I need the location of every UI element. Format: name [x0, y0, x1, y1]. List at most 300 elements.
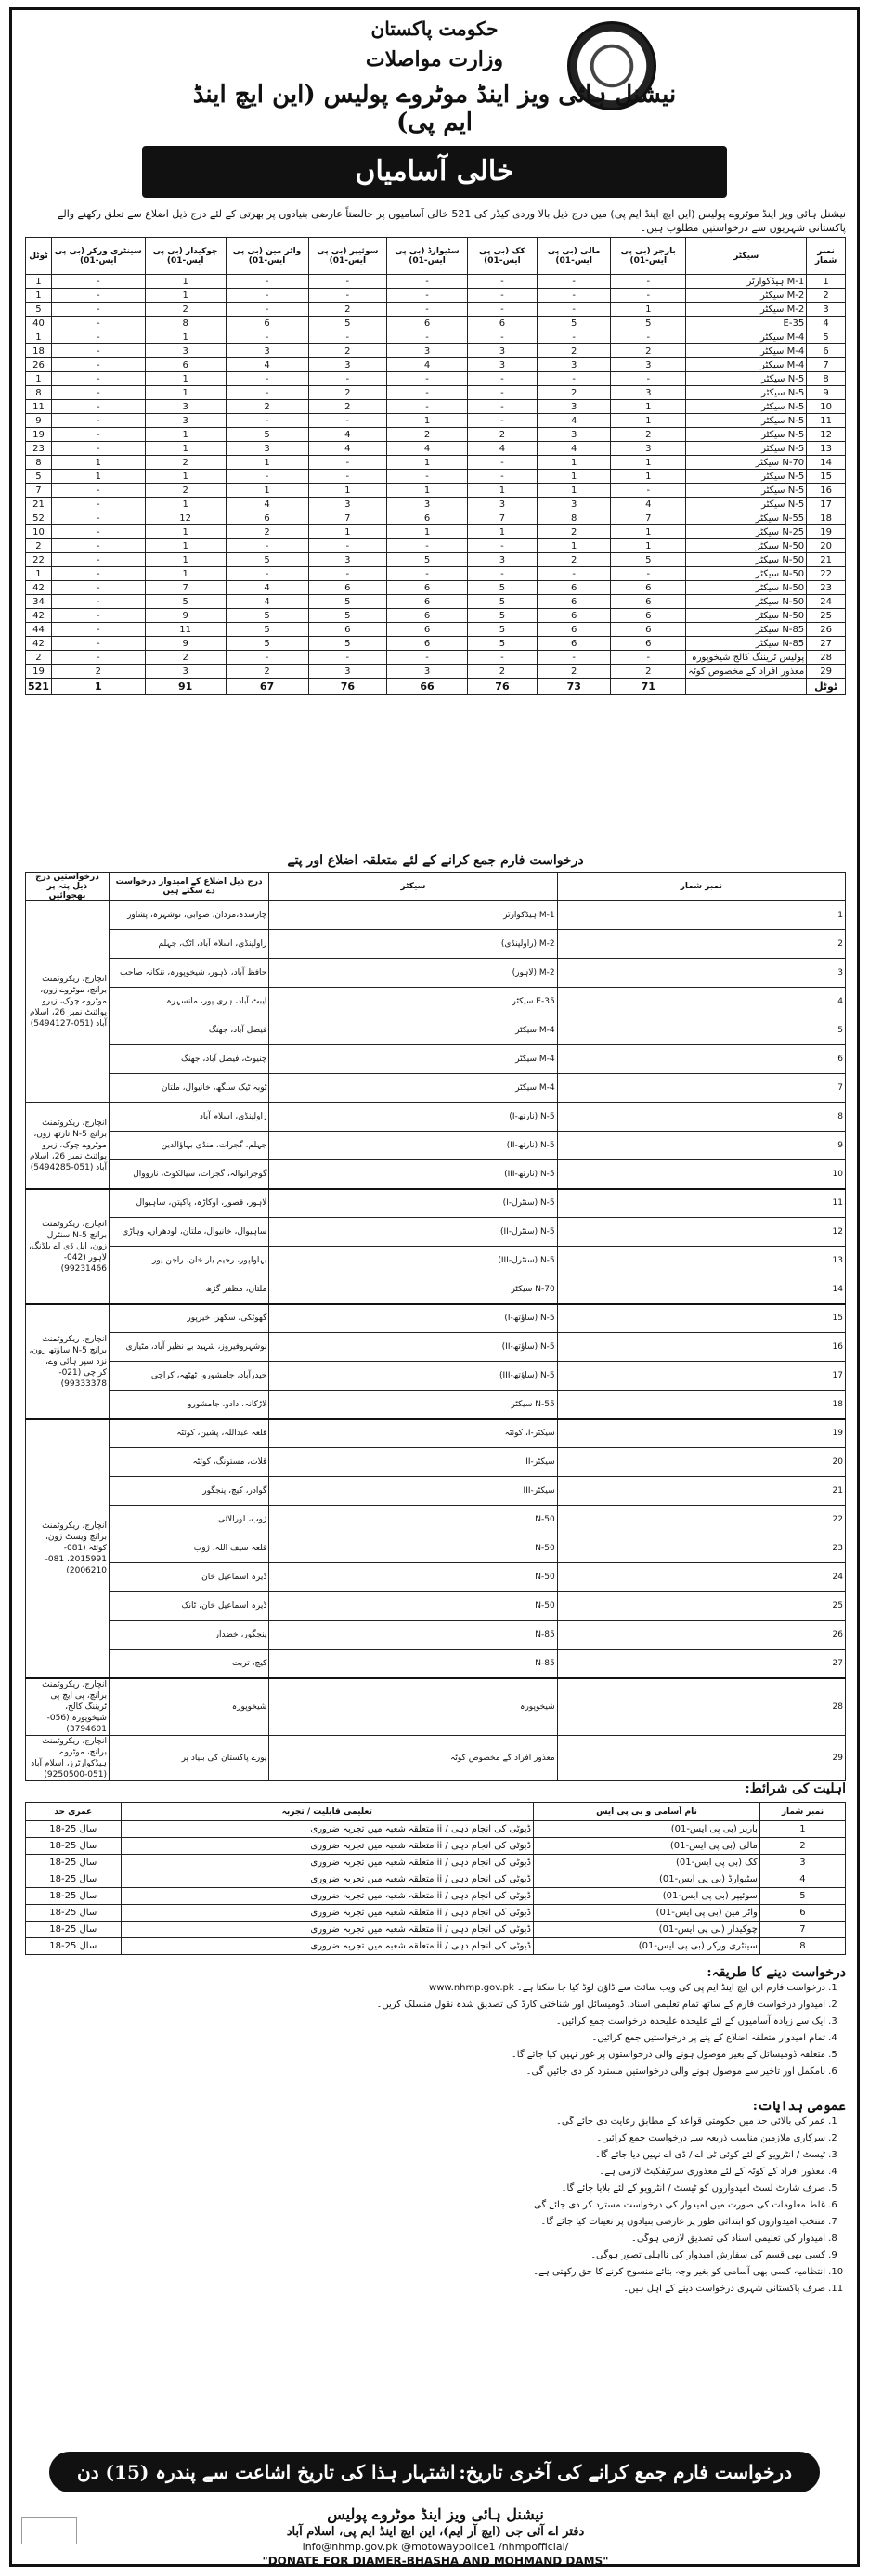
table-cell: 3 [807, 303, 846, 317]
table-cell: - [611, 651, 686, 665]
table-cell: 1 [387, 456, 468, 470]
table-cell: - [226, 289, 308, 303]
serial-cell: 26 [557, 1621, 845, 1650]
address-cell: انچارج، ریکروٹمنٹ برانچ، موٹروے زون، موٹروے چوک، زیرو پوائنٹ نمبر 26، اسلام آباد (051-5494127) [26, 901, 110, 1103]
table-row [26, 988, 846, 1016]
total-cell: 66 [387, 679, 468, 695]
table-row [26, 303, 846, 317]
table-cell: 3 [145, 400, 226, 414]
table-cell: 2 [538, 386, 611, 400]
table-cell: 3 [538, 358, 611, 372]
column-header: ٹوٹل [26, 238, 52, 275]
table-row [26, 386, 846, 400]
table-cell: - [226, 372, 308, 386]
table-cell: 5 [308, 595, 387, 609]
table-cell: 18 [26, 344, 52, 358]
sector-cell: N-5 (سنٹرل-III) [269, 1247, 557, 1275]
table-cell: 2 [145, 456, 226, 470]
table-row [26, 901, 846, 930]
ministry-title: وزارت مواصلات [365, 47, 504, 71]
table-cell: - [51, 372, 145, 386]
column-header: نمبر شمار [557, 873, 845, 901]
list-item: 9. کسی بھی قسم کی سفارش امیدوار کی نااہلی تصور ہوگی۔ [25, 2247, 825, 2264]
table-cell: 26 [26, 358, 52, 372]
table-cell: 6 [467, 317, 537, 330]
table-cell: - [611, 372, 686, 386]
sector-cell: N-5 (ساؤتھ-II) [269, 1333, 557, 1362]
column-header: نمبر شمار [759, 1803, 845, 1821]
table-cell: 5 [467, 609, 537, 623]
addresses-title: درخواست فارم جمع کرانے کے لئے متعلقہ اضلاع اور پتے [287, 853, 584, 868]
table-cell: 3 [611, 386, 686, 400]
table-cell: ڈیوٹی کی انجام دہی / ii متعلقہ شعبہ میں تجربہ ضروری [121, 1871, 534, 1888]
serial-cell: 20 [557, 1448, 845, 1477]
sector-cell: شیخوپورہ [269, 1678, 557, 1736]
table-cell: N-85 سیکٹر [686, 637, 807, 651]
list-item: 11. صرف پاکستانی شہری درخواست دینے کے اہل ہیں۔ [25, 2281, 825, 2298]
table-cell: 5 [611, 553, 686, 567]
addresses-table [25, 872, 846, 1781]
table-cell: N-70 سیکٹر [686, 456, 807, 470]
table-header-row [26, 238, 846, 275]
districts-cell: ساہیوال، خانیوال، ملتان، لودھراں، وہاڑی [109, 1218, 268, 1247]
footer [25, 2505, 846, 2568]
table-cell: - [308, 456, 387, 470]
table-cell: 17 [807, 498, 846, 511]
table-cell: 4 [538, 414, 611, 428]
table-cell: - [467, 303, 537, 317]
table-cell: 6 [611, 637, 686, 651]
table-row [26, 1333, 846, 1362]
table-cell: - [538, 567, 611, 581]
table-cell: 3 [308, 665, 387, 679]
districts-cell: حیدرآباد، جامشورو، ٹھٹھہ، کراچی [109, 1362, 268, 1391]
table-cell: 25 [807, 609, 846, 623]
table-cell: 19 [807, 525, 846, 539]
table-cell: 1 [145, 428, 226, 442]
table-row [26, 595, 846, 609]
table-cell: 8 [145, 317, 226, 330]
table-cell: 28 [807, 651, 846, 665]
table-cell: - [538, 651, 611, 665]
table-cell: 8 [26, 456, 52, 470]
list-item: 10. انتظامیہ کسی بھی آسامی کو بغیر وجہ بتائے منسوخ کرنے کا حق رکھتی ہے۔ [25, 2264, 825, 2281]
gov-title: حکومت پاکستان [370, 18, 499, 40]
table-cell: 3 [145, 665, 226, 679]
table-cell: 13 [807, 442, 846, 456]
footer-org: نیشنل ہائی ویز اینڈ موٹروے پولیس [327, 2505, 544, 2523]
table-cell: 2 [611, 665, 686, 679]
table-cell: 6 [611, 581, 686, 595]
table-cell: - [51, 289, 145, 303]
table-cell: 6 [308, 623, 387, 637]
serial-cell: 24 [557, 1563, 845, 1592]
table-row [26, 1888, 846, 1905]
table-cell: 2 [308, 303, 387, 317]
table-cell: N-5 سیکٹر [686, 498, 807, 511]
districts-cell: گوجرانوالہ، گجرات، سیالکوٹ، نارووال [109, 1160, 268, 1189]
table-cell: 3 [538, 400, 611, 414]
table-cell: 9 [26, 414, 52, 428]
table-cell: 8 [759, 1938, 845, 1955]
column-header: چوکیدار (بی پی ایس-01) [145, 238, 226, 275]
table-cell: 5 [467, 581, 537, 595]
column-header: مالی (بی پی ایس-01) [538, 238, 611, 275]
list-item: 3. ایک سے زیادہ آسامیوں کے لئے علیحدہ علیحدہ درخواست جمع کرائیں۔ [25, 2013, 825, 2030]
districts-cell: ملتان، مظفر گڑھ [109, 1275, 268, 1304]
table-row [26, 1304, 846, 1333]
serial-cell: 25 [557, 1592, 845, 1621]
table-cell: 1 [51, 456, 145, 470]
districts-cell: راولپنڈی، اسلام آباد [109, 1103, 268, 1132]
table-cell: - [226, 539, 308, 553]
table-header-row [26, 873, 846, 901]
table-row [26, 1621, 846, 1650]
column-header: نمبر شمار [807, 238, 846, 275]
column-header: سینٹری ورکر (بی پی ایس-01) [51, 238, 145, 275]
table-cell: 1 [807, 275, 846, 289]
table-cell: - [538, 372, 611, 386]
table-cell: - [467, 456, 537, 470]
serial-cell: 18 [557, 1391, 845, 1419]
table-cell: 5 [538, 317, 611, 330]
column-header: سیکٹر [269, 873, 557, 901]
table-cell: 1 [145, 289, 226, 303]
table-cell: 6 [807, 344, 846, 358]
table-cell: - [51, 651, 145, 665]
table-row [26, 414, 846, 428]
table-cell: 6 [387, 637, 468, 651]
table-cell: 18-25 سال [26, 1821, 122, 1838]
eligibility-table [25, 1802, 846, 1955]
table-cell: 4 [387, 442, 468, 456]
table-cell: 2 [538, 344, 611, 358]
table-cell: 6 [759, 1905, 845, 1922]
table-cell: - [467, 330, 537, 344]
table-cell: 1 [611, 525, 686, 539]
table-cell: 3 [467, 344, 537, 358]
table-cell: 10 [807, 400, 846, 414]
table-cell: 21 [807, 553, 846, 567]
table-cell: 3 [387, 344, 468, 358]
table-cell: - [51, 623, 145, 637]
table-cell: N-50 سیکٹر [686, 609, 807, 623]
sector-cell: N-5 (نارتھ-III) [269, 1160, 557, 1189]
districts-cell: نوشہروفیروز، شہید بے نظیر آباد، مٹیاری [109, 1333, 268, 1362]
table-cell: N-5 سیکٹر [686, 400, 807, 414]
address-cell: انچارج، ریکروٹمنٹ برانچ ویسٹ زون، کوئٹہ (081-2015991، 081-2006210) [26, 1419, 110, 1678]
serial-cell: 14 [557, 1275, 845, 1304]
table-cell: - [51, 303, 145, 317]
table-cell: 1 [145, 498, 226, 511]
table-cell: - [467, 400, 537, 414]
table-cell: 3 [467, 553, 537, 567]
table-cell: 11 [807, 414, 846, 428]
org-title: نیشنل ہائی ویز اینڈ موٹروے پولیس (این ایچ اینڈ ایم پی) [192, 81, 677, 136]
sector-cell: N-5 (ساؤتھ-III) [269, 1362, 557, 1391]
table-row [26, 1678, 846, 1736]
table-cell: - [51, 442, 145, 456]
table-cell: 8 [538, 511, 611, 525]
intro-text: نیشنل ہائی ویز اینڈ موٹروے پولیس (این ایچ اینڈ ایم پی) میں درج ذیل بالا وردی کیڈر کی 521 خالی آسامیوں پر خالصتاً عارضی بنیادوں پر بھرتی کے لئے درج ذیل اضلاع سے تعلق رکھنے والے پاکستانی شہریوں سے درخواستیں مطلوب ہیں۔ [57, 208, 846, 234]
serial-cell: 11 [557, 1189, 845, 1218]
table-row [26, 400, 846, 414]
table-cell: 3 [387, 665, 468, 679]
table-cell: 11 [145, 623, 226, 637]
list-item: 4. تمام امیدوار متعلقہ اضلاع کے پتے پر درخواستیں جمع کرائیں۔ [25, 2030, 825, 2047]
table-cell: - [387, 303, 468, 317]
table-row [26, 511, 846, 525]
total-cell [686, 679, 807, 695]
table-cell: - [51, 581, 145, 595]
districts-cell: چنیوٹ، فیصل آباد، جھنگ [109, 1045, 268, 1074]
table-cell: 5 [308, 317, 387, 330]
table-row [26, 1506, 846, 1534]
table-cell: N-55 سیکٹر [686, 511, 807, 525]
table-cell: - [467, 289, 537, 303]
table-cell: - [467, 372, 537, 386]
table-cell: 3 [611, 358, 686, 372]
table-cell: 1 [467, 525, 537, 539]
table-cell: 4 [387, 358, 468, 372]
table-cell: N-5 سیکٹر [686, 484, 807, 498]
table-row [26, 1045, 846, 1074]
table-cell: - [226, 275, 308, 289]
table-cell: 22 [807, 567, 846, 581]
table-cell: 2 [538, 525, 611, 539]
table-cell: 3 [308, 358, 387, 372]
sector-cell: M-2 (لاہور) [269, 959, 557, 988]
table-cell: 23 [807, 581, 846, 595]
table-cell: 21 [26, 498, 52, 511]
districts-cell: بہاولپور، رحیم یار خان، راجن پور [109, 1247, 268, 1275]
table-cell: چوکیدار (بی پی ایس-01) [534, 1922, 760, 1938]
table-cell: 4 [807, 317, 846, 330]
table-cell: N-50 سیکٹر [686, 567, 807, 581]
table-cell: 8 [26, 386, 52, 400]
districts-cell: پنجگور، خضدار [109, 1621, 268, 1650]
table-cell: - [467, 470, 537, 484]
serial-cell: 10 [557, 1160, 845, 1189]
table-cell: 11 [26, 400, 52, 414]
table-cell: 2 [51, 665, 145, 679]
table-cell: 4 [308, 428, 387, 442]
table-cell: 5 [26, 303, 52, 317]
general-instructions-section [25, 2099, 846, 2298]
table-cell: - [51, 358, 145, 372]
table-cell: 42 [26, 609, 52, 623]
table-cell: 5 [467, 595, 537, 609]
column-header: عمری حد [26, 1803, 122, 1821]
table-cell: 7 [308, 511, 387, 525]
table-cell: - [51, 414, 145, 428]
table-row [26, 553, 846, 567]
table-cell: 4 [759, 1871, 845, 1888]
table-cell: 1 [538, 484, 611, 498]
table-cell: 5 [467, 637, 537, 651]
table-row [26, 484, 846, 498]
table-row [26, 1922, 846, 1938]
column-header: سوئیپر (بی پی ایس-01) [308, 238, 387, 275]
table-cell: - [51, 567, 145, 581]
table-cell: - [611, 330, 686, 344]
table-cell: 3 [759, 1855, 845, 1871]
districts-cell: شیخوپورہ [109, 1678, 268, 1736]
table-cell: 12 [807, 428, 846, 442]
table-cell: M-2 سیکٹر [686, 289, 807, 303]
total-cell: 73 [538, 679, 611, 695]
table-cell: 7 [807, 358, 846, 372]
districts-cell: کیچ، تربت [109, 1650, 268, 1678]
table-cell: 24 [807, 595, 846, 609]
table-cell: 26 [807, 623, 846, 637]
table-cell: 5 [226, 637, 308, 651]
list-item: 2. سرکاری ملازمین مناسب ذریعہ سے درخواست جمع کرائیں۔ [25, 2130, 825, 2147]
table-cell: 6 [387, 581, 468, 595]
table-cell: 6 [611, 595, 686, 609]
table-cell: 1 [611, 456, 686, 470]
serial-cell: 21 [557, 1477, 845, 1506]
general-instructions-title: عمومی ہدایات: [752, 2099, 846, 2114]
sector-cell: N-70 سیکٹر [269, 1275, 557, 1304]
serial-cell: 27 [557, 1650, 845, 1678]
table-cell: - [51, 498, 145, 511]
sector-cell: N-5 (نارتھ-I) [269, 1103, 557, 1132]
table-cell: - [387, 400, 468, 414]
table-cell: 2 [26, 539, 52, 553]
table-cell: 9 [807, 386, 846, 400]
table-cell: باربر (بی پی ایس-01) [534, 1821, 760, 1838]
table-row [26, 1905, 846, 1922]
table-cell: 20 [807, 539, 846, 553]
table-cell: 1 [26, 275, 52, 289]
table-cell: 19 [26, 428, 52, 442]
table-cell: 5 [759, 1888, 845, 1905]
table-cell: 1 [145, 372, 226, 386]
table-cell: - [226, 567, 308, 581]
table-cell: N-5 سیکٹر [686, 414, 807, 428]
table-cell: - [387, 275, 468, 289]
table-cell: 1 [387, 525, 468, 539]
table-row [26, 317, 846, 330]
table-cell: 27 [807, 637, 846, 651]
table-cell: 3 [611, 442, 686, 456]
table-cell: 5 [308, 637, 387, 651]
table-cell: - [51, 275, 145, 289]
table-row [26, 442, 846, 456]
column-header: درخواستیں درج ذیل پتہ پر بھجوائیں [26, 873, 110, 901]
sector-cell: M-1 ہیڈکوارٹر [269, 901, 557, 930]
table-cell: 1 [611, 470, 686, 484]
table-cell: - [226, 414, 308, 428]
table-cell: ڈیوٹی کی انجام دہی / ii متعلقہ شعبہ میں تجربہ ضروری [121, 1905, 534, 1922]
table-cell: N-50 سیکٹر [686, 539, 807, 553]
table-cell: 2 [538, 665, 611, 679]
table-cell: 2 [308, 344, 387, 358]
table-cell: 1 [145, 525, 226, 539]
districts-cell: گوادر، کیچ، پنجگور [109, 1477, 268, 1506]
table-cell: 3 [145, 414, 226, 428]
pid-box [21, 2517, 77, 2544]
table-cell: 1 [226, 484, 308, 498]
table-cell: 2 [538, 553, 611, 567]
table-cell: 5 [226, 623, 308, 637]
table-cell: 6 [226, 317, 308, 330]
how-to-apply-list [25, 1980, 846, 2080]
list-item: 6. نامکمل اور تاخیر سے موصول ہونے والی درخواستیں مسترد کر دی جائیں گی۔ [25, 2064, 825, 2080]
districts-cell: ٹوبہ ٹیک سنگھ، خانیوال، ملتان [109, 1074, 268, 1103]
list-item: 4. معذور افراد کے کوٹہ کے لئے معذوری سرٹیفکیٹ لازمی ہے۔ [25, 2164, 825, 2181]
districts-cell: جہلم، گجرات، منڈی بہاؤالدین [109, 1132, 268, 1160]
table-cell: 18-25 سال [26, 1905, 122, 1922]
table-row [26, 651, 846, 665]
table-cell: 40 [26, 317, 52, 330]
table-cell: 10 [26, 525, 52, 539]
footer-contacts: info@nhmp.gov.pk @motowaypolice1 /nhmpofficial/ [302, 2541, 569, 2553]
table-cell: 4 [611, 498, 686, 511]
table-cell: - [51, 400, 145, 414]
table-cell: - [308, 289, 387, 303]
column-header: نام آسامی و بی پی ایس [534, 1803, 760, 1821]
table-cell: - [387, 567, 468, 581]
list-item: 2. امیدوار درخواست فارم کے ساتھ تمام تعلیمی اسناد، ڈومیسائل اور شناختی کارڈ کی تصدیق شدہ نقول منسلک کریں۔ [25, 1997, 825, 2013]
table-cell: 1 [145, 330, 226, 344]
table-cell: - [467, 414, 537, 428]
table-cell: - [611, 275, 686, 289]
table-cell: 2 [611, 344, 686, 358]
table-cell: 3 [226, 344, 308, 358]
vacancies-table [25, 237, 846, 695]
table-row [26, 1218, 846, 1247]
table-cell: M-4 سیکٹر [686, 358, 807, 372]
table-row [26, 1419, 846, 1448]
list-item: 6. غلط معلومات کی صورت میں امیدوار کی درخواست مسترد کر دی جائے گی۔ [25, 2197, 825, 2214]
table-cell: 3 [387, 498, 468, 511]
how-to-apply-section [25, 1965, 846, 2080]
serial-cell: 8 [557, 1103, 845, 1132]
list-item: 7. منتخب امیدواروں کو ابتدائی طور پر عارضی بنیادوں پر تعینات کیا جائے گا۔ [25, 2214, 825, 2231]
table-cell: 5 [226, 553, 308, 567]
table-cell: 1 [145, 539, 226, 553]
deadline-banner [49, 2452, 820, 2492]
total-cell: 67 [226, 679, 308, 695]
table-cell: 6 [538, 595, 611, 609]
table-cell: 19 [26, 665, 52, 679]
table-cell: - [387, 386, 468, 400]
serial-cell: 15 [557, 1304, 845, 1333]
table-cell: کک (بی پی ایس-01) [534, 1855, 760, 1871]
table-row [26, 1838, 846, 1855]
table-cell: - [51, 428, 145, 442]
table-cell: 6 [611, 623, 686, 637]
table-cell: 6 [538, 637, 611, 651]
table-cell: 6 [538, 623, 611, 637]
table-cell: 1 [26, 567, 52, 581]
districts-cell: ڈیرہ اسماعیل خان، ٹانک [109, 1592, 268, 1621]
table-row [26, 498, 846, 511]
table-cell: N-5 سیکٹر [686, 470, 807, 484]
table-cell: 1 [145, 567, 226, 581]
table-cell: - [538, 303, 611, 317]
table-row [26, 959, 846, 988]
sector-cell: M-4 سیکٹر [269, 1045, 557, 1074]
table-cell: 4 [226, 358, 308, 372]
serial-cell: 23 [557, 1534, 845, 1563]
sector-cell: E-35 سیکٹر [269, 988, 557, 1016]
table-cell: - [51, 595, 145, 609]
address-cell: انچارج، ریکروٹمنٹ برانچ N-5 سنٹرل زون، ایل ڈی اے بلڈنگ، لاہور (042-99231466) [26, 1189, 110, 1304]
table-row [26, 637, 846, 651]
